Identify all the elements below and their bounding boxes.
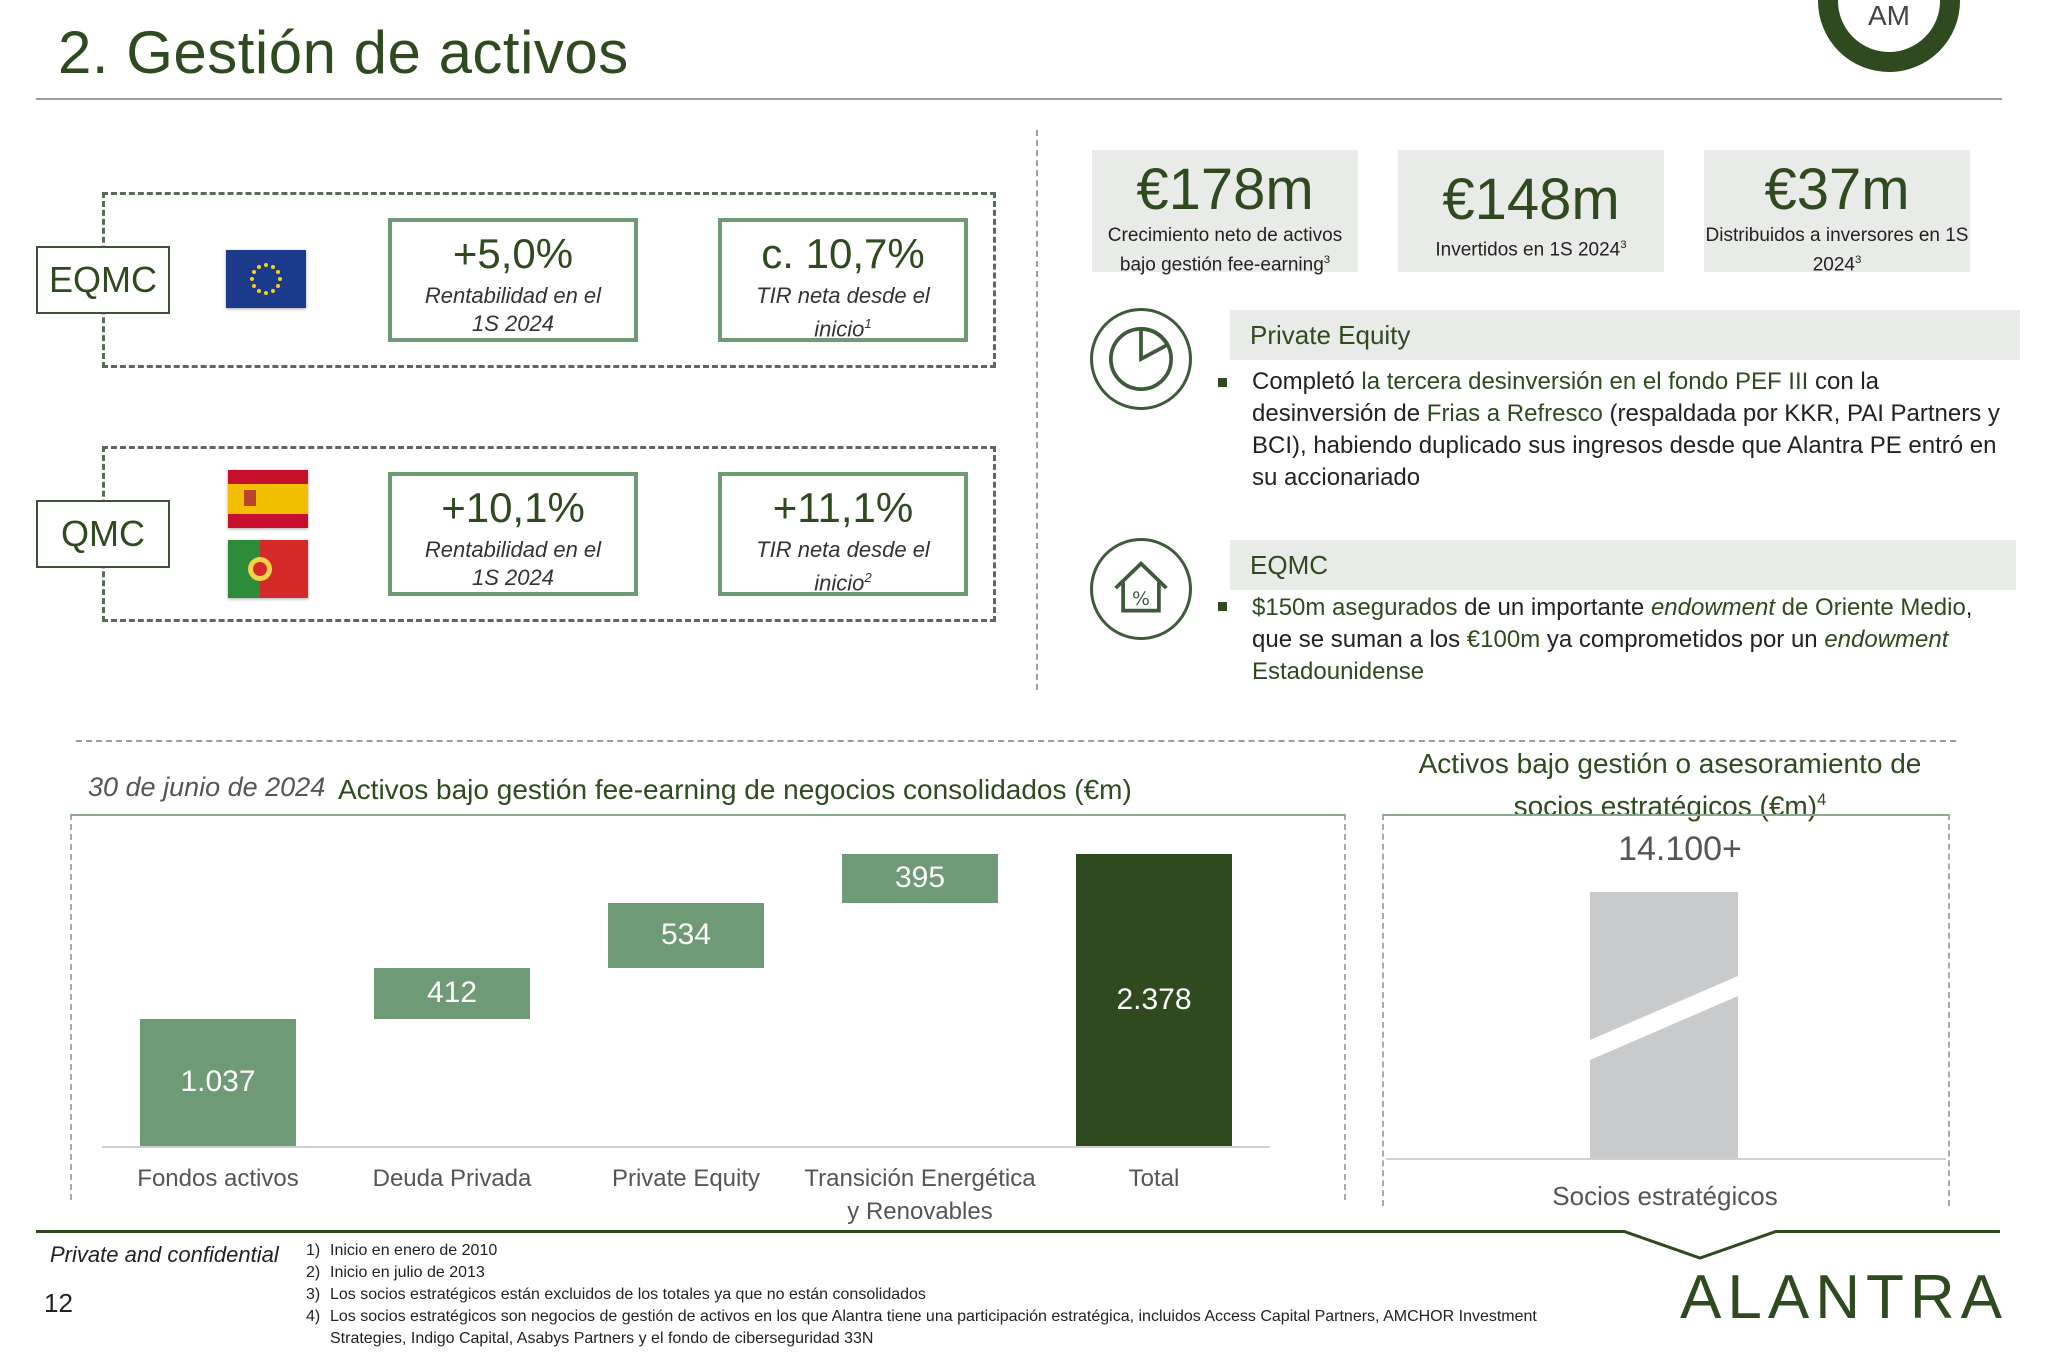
category-label-line: Deuda Privada	[372, 1165, 532, 1192]
bar-value-label: 1.037	[180, 1065, 256, 1099]
footnote-text: Los socios estratégicos están excluidos de los totales ya que no están consolidados	[330, 1286, 926, 1303]
footnote-ref: 2	[864, 570, 872, 585]
italic-run: endowment	[1824, 626, 1949, 653]
eu-flag-icon	[226, 250, 306, 308]
footnote-text: Strategies, Indigo Capital, Asabys Partners y el fondo de ciberseguridad 33N	[330, 1330, 874, 1347]
bullet-marker	[1218, 378, 1227, 387]
text-run: ya comprometidos por un	[1540, 626, 1825, 653]
footnote-ref: 3	[1854, 254, 1862, 266]
footer-notch	[1620, 1230, 1780, 1260]
am-badge-label: AM	[1868, 0, 1910, 31]
bar-value-label: 412	[426, 976, 478, 1010]
partners-bar-broken	[1590, 892, 1740, 1158]
spain-flag-icon	[228, 470, 308, 528]
waterfall-bar	[608, 903, 764, 969]
footnote-number: 2)	[306, 1264, 321, 1281]
footnote-item	[306, 1328, 1626, 1350]
chart-title-line2: socios estratégicos (€m)	[1513, 790, 1818, 822]
category-label-line: y Renovables	[847, 1198, 993, 1225]
qmc-return-box	[388, 472, 638, 596]
footnote-number: 3)	[306, 1286, 321, 1303]
partners-chart-title	[1380, 746, 1960, 824]
stat-label-line2: bajo gestión fee-earning	[1119, 254, 1324, 276]
eqmc-return-box	[388, 218, 638, 342]
footnote-item	[306, 1240, 1626, 1262]
bar-value-label: 395	[894, 861, 946, 895]
eqmc-header: EQMC	[1230, 540, 2016, 590]
title-rule	[36, 98, 2002, 100]
footnotes	[306, 1240, 1626, 1350]
stat-label-line1: Distribuidos a inversores en 1S	[1705, 225, 1969, 246]
kpi-label-line2: 1S 2024	[472, 565, 554, 590]
category-label	[1014, 1162, 1294, 1195]
stat-value: €37m	[1764, 157, 1910, 222]
kpi-value: +10,1%	[441, 484, 585, 531]
footnote-number: 4)	[306, 1308, 321, 1325]
stat-card-net-growth	[1092, 150, 1358, 276]
bullet-marker	[1218, 602, 1227, 611]
footnote-ref: 3	[1323, 254, 1331, 266]
footnote-number: 1)	[306, 1242, 321, 1259]
page-number: 12	[44, 1288, 73, 1318]
category-label-line: Private Equity	[611, 1165, 761, 1192]
bar-value-label: 534	[660, 918, 712, 952]
svg-text:%: %	[1132, 589, 1150, 610]
qmc-tag: QMC	[36, 500, 170, 568]
partners-category-label: Socios estratégicos	[1552, 1181, 1778, 1211]
vertical-divider	[1036, 130, 1038, 690]
chart-date: 30 de junio de 2024	[88, 772, 326, 802]
highlight-run: €100m	[1466, 626, 1541, 653]
footnote-text: Inicio en julio de 2013	[330, 1264, 485, 1281]
italic-run: endowment	[1650, 594, 1776, 621]
kpi-value: +5,0%	[452, 230, 574, 277]
kpi-label-line1: TIR neta desde el	[756, 537, 930, 562]
page-title: 2. Gestión de activos	[58, 19, 629, 86]
category-label-line: Total	[1128, 1165, 1180, 1192]
stat-card-distributed	[1704, 150, 1970, 276]
bar-value-label: 2.378	[1116, 983, 1192, 1016]
highlight-run: de Oriente Medio	[1775, 594, 1966, 621]
footnote-ref: 3	[1620, 239, 1627, 251]
kpi-value: c. 10,7%	[761, 230, 925, 277]
eqmc-bullet	[1252, 592, 1982, 688]
chart-title: Activos bajo gestión fee-earning de negocios consolidados (€m)	[338, 774, 1132, 805]
kpi-label-line1: Rentabilidad en el	[424, 283, 602, 308]
highlight-run: Estadounidense	[1252, 658, 1425, 685]
footnote-text: Inicio en enero de 2010	[330, 1242, 498, 1259]
kpi-label-line2: inicio	[814, 316, 865, 342]
eqmc-irr-box	[718, 218, 968, 342]
footnote-item	[306, 1306, 1626, 1328]
waterfall-bar	[140, 1019, 296, 1146]
text-run: con la desinversión de	[1252, 368, 1880, 427]
portugal-flag-icon	[228, 540, 308, 598]
kpi-label-line2: inicio	[814, 570, 865, 596]
text-run: (respaldada por KKR, PAI Partners y BCI), habiendo duplicado sus ingresos desde que Alantra PE entró en su accionariado	[1252, 400, 2000, 491]
stat-value: €148m	[1442, 167, 1620, 232]
qmc-irr-box	[718, 472, 968, 596]
text-run: Completó	[1252, 368, 1362, 395]
highlight-run: $150m asegurados	[1252, 594, 1458, 621]
footnote-ref: 1	[864, 316, 872, 331]
confidential-label: Private and confidential	[50, 1242, 279, 1267]
chart-title-line1: Activos bajo gestión o asesoramiento de	[1418, 748, 1922, 779]
text-run: , que se suman a los	[1252, 594, 1973, 653]
text-run: de un importante	[1457, 594, 1651, 621]
waterfall-total-bar	[1076, 854, 1232, 1146]
eqmc-tag: EQMC	[36, 246, 170, 314]
house-percent-icon	[1090, 538, 1192, 640]
footnote-ref: 4	[1817, 790, 1827, 809]
kpi-label-line1: TIR neta desde el	[756, 283, 930, 308]
category-label-line: Transición Energética	[804, 1165, 1036, 1192]
partners-value-label: 14.100+	[1618, 830, 1742, 868]
stat-value: €178m	[1136, 157, 1314, 222]
horizontal-divider	[76, 740, 1956, 742]
alantra-logo: ALANTRA	[1680, 1263, 2008, 1332]
kpi-value: +11,1%	[772, 484, 914, 531]
footnote-item	[306, 1262, 1626, 1284]
waterfall-bar	[374, 968, 530, 1019]
partners-baseline	[1386, 1158, 1946, 1160]
highlight-run: la tercera desinversión en el fondo PEF III	[1361, 368, 1809, 395]
kpi-label-line2: 1S 2024	[472, 311, 554, 336]
stat-label-line1: Crecimiento neto de activos	[1107, 225, 1343, 246]
stat-label-line2: 2024	[1812, 254, 1855, 276]
footnote-text: Los socios estratégicos son negocios de gestión de activos en los que Alantra tiene una participación estratégica, incluidos Access Capital Partners, AMCHOR Investment	[330, 1308, 1537, 1325]
private-equity-bullet	[1252, 366, 2002, 494]
kpi-label-line1: Rentabilidad en el	[424, 537, 602, 562]
stat-label-line1: Invertidos en 1S 2024	[1435, 239, 1621, 261]
pie-chart-icon	[1090, 308, 1192, 410]
stat-card-invested	[1398, 150, 1664, 272]
highlight-run: Frias a Refresco	[1426, 400, 1603, 427]
footnote-item	[306, 1284, 1626, 1306]
category-label-line: Fondos activos	[137, 1165, 299, 1192]
chart-baseline	[102, 1146, 1270, 1148]
private-equity-header: Private Equity	[1230, 310, 2020, 360]
waterfall-bar	[842, 854, 998, 903]
